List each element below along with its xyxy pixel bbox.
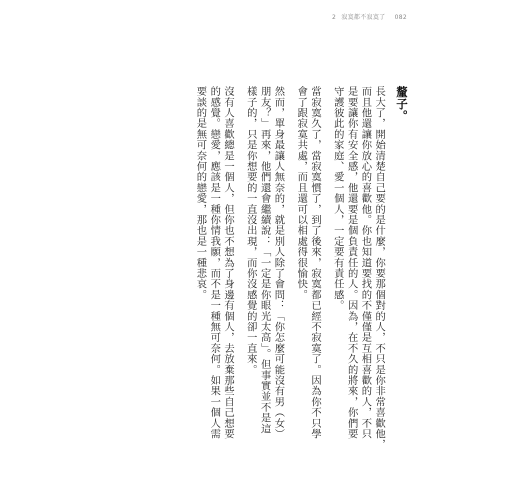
text-column: 要談的是無可奈何的戀愛，那也是一種悲哀。 — [194, 86, 207, 300]
text-column: 會了跟寂寞共處，而且還可以相處得很愉快。 — [295, 86, 308, 300]
text-column: 是要讓你有安全感，他還要是個負責任的人。因為，在不久的將來，你們要 — [345, 86, 358, 440]
section-heading: 釐子。 — [395, 86, 409, 122]
running-header — [329, 12, 407, 21]
chapter-number: 2 — [331, 14, 337, 21]
text-column: 朋友？」再來，他們還會繼續說：「一定是你眼光太高」。但事實並不是這 — [258, 86, 271, 434]
chapter-title: 寂寞都不寂寞了 — [341, 14, 386, 21]
text-column: 長大了，開始清楚自己要的是什麼，你要那個對的人，不只是你非常喜歡他， — [373, 86, 386, 450]
text-column: 的感覺。戀愛，應該是一種你情我願，而不是一種無可奈何。如果一個人需 — [208, 86, 221, 440]
text-column: 守護彼此的家庭、愛一個人，一定要有責任感。 — [331, 86, 344, 311]
page-number: 082 — [394, 14, 407, 21]
text-column: 樣子的，只是你想要的一直沒出現，而你沒感覺的卻一直來。 — [244, 86, 257, 375]
text-column: 當寂寞久了，當寂寞慣了，到了後來，寂寞都已經不寂寞了。因為你不只學 — [309, 86, 322, 440]
text-column: 然而，單身最讓人無奈的，就是別人除了會問：「你怎麼可能沒有男（女） — [272, 86, 285, 440]
vertical-text-body — [193, 86, 409, 450]
text-column: 而且他還讓你放心的喜歡他。你也知道要找的不僅僅是互相喜歡的人，不只 — [359, 86, 372, 440]
text-column: 沒有人喜歡總是一個人，但你也不想為了身邊有個人，去放棄那些自己想要 — [222, 86, 235, 440]
